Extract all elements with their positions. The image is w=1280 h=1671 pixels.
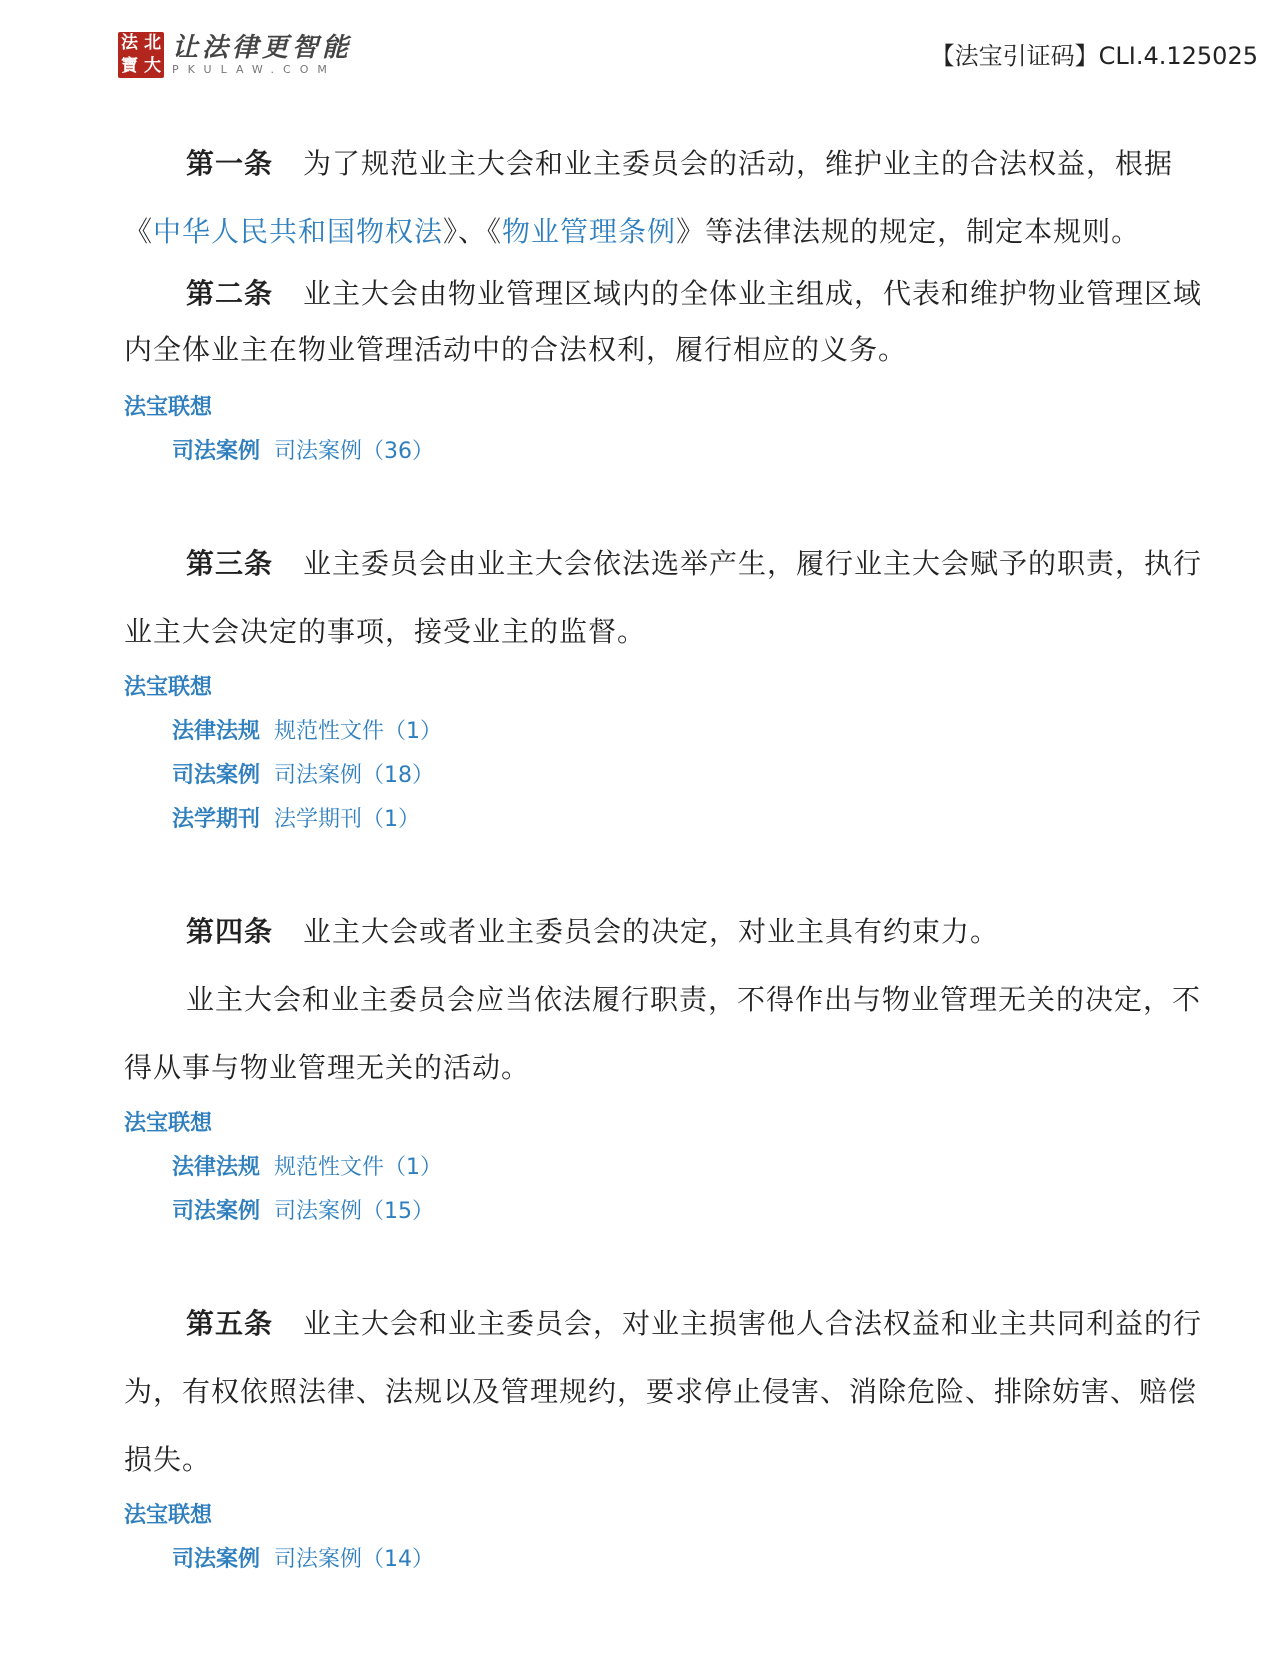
article-number: 第五条: [186, 1307, 274, 1340]
association-item[interactable]: 法律法规 规范性文件（1）: [172, 719, 443, 744]
article-5: 第五条 业主大会和业主委员会，对业主损害他人合法权益和业主共同利益的行为，有权依照法律、法规以及管理规约，要求停止侵害、消除危险、排除妨害、赔偿损失。: [124, 1307, 1203, 1476]
article-4: 第四条 业主大会或者业主委员会的决定，对业主具有约束力。: [186, 915, 1000, 948]
citation-code: 【法宝引证码】CLI.4.125025: [930, 42, 1258, 70]
document-body: [124, 130, 1204, 1582]
association-item[interactable]: 法律法规 规范性文件（1）: [172, 1155, 443, 1180]
fabao-association-title[interactable]: 法宝联想: [124, 1503, 213, 1528]
association-item[interactable]: 司法案例 司法案例（15）: [172, 1199, 435, 1224]
fabao-association-title[interactable]: 法宝联想: [124, 1111, 213, 1136]
article-1: 第一条 为了规范业主大会和业主委员会的活动，维护业主的合法权益，根据《中华人民共和国物权法》、《物业管理条例》等法律法规的规定，制定本规则。: [124, 147, 1174, 248]
logo-domain: PKULAW.COM: [172, 63, 336, 76]
article-3: 第三条 业主委员会由业主大会依法选举产生，履行业主大会赋予的职责，执行业主大会决定的事项，接受业主的监督。: [124, 547, 1203, 648]
pkulaw-seal-icon: 法 北 寶 大: [118, 32, 164, 78]
article-number: 第一条: [186, 147, 274, 180]
association-item[interactable]: 司法案例 司法案例（18）: [172, 763, 435, 788]
article-4-paragraph-2: 业主大会和业主委员会应当依法履行职责，不得作出与物业管理无关的决定，不得从事与物业管理无关的活动。: [124, 983, 1202, 1084]
association-item[interactable]: 法学期刊 法学期刊（1）: [172, 807, 421, 832]
law-link-property-management-regulation[interactable]: 物业管理条例: [502, 215, 677, 248]
pkulaw-logo[interactable]: [118, 30, 352, 80]
logo-slogan: 让法律更智能: [172, 33, 353, 63]
association-item[interactable]: 司法案例 司法案例（36）: [172, 439, 435, 464]
article-2: 第二条 业主大会由物业管理区域内的全体业主组成，代表和维护物业管理区域内全体业主在物业管理活动中的合法权利，履行相应的义务。: [124, 277, 1203, 366]
article-number: 第二条: [186, 277, 274, 310]
article-number: 第三条: [186, 547, 274, 580]
fabao-association-title[interactable]: 法宝联想: [124, 675, 213, 700]
law-link-property-law[interactable]: 中华人民共和国物权法: [153, 215, 444, 248]
header: [0, 0, 1280, 110]
fabao-association-title[interactable]: 法宝联想: [124, 395, 213, 420]
association-item[interactable]: 司法案例 司法案例（14）: [172, 1547, 435, 1572]
article-number: 第四条: [186, 915, 274, 948]
